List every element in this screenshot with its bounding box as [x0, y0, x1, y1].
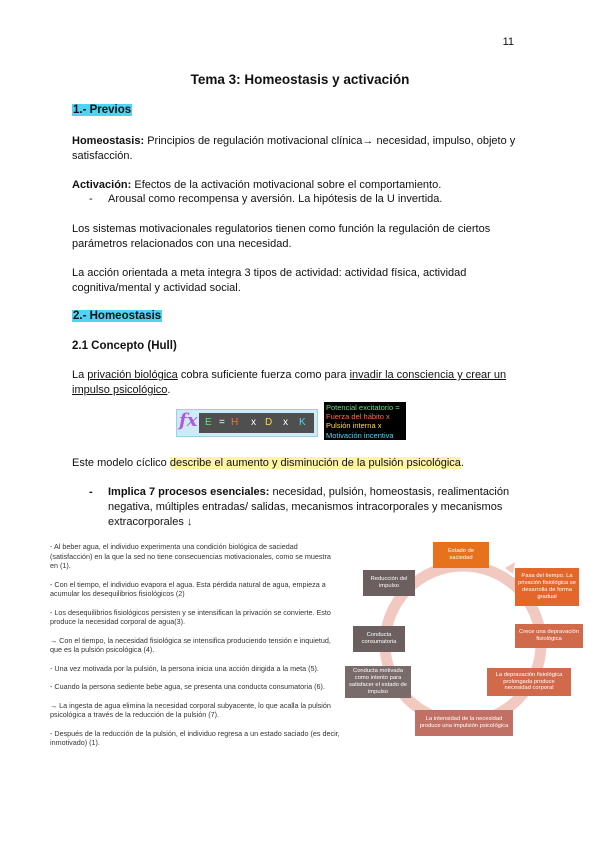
step-item: → Con el tiempo, la necesidad fisiológica se intensifica produciendo tensión e inquietud, que es la pulsión psicológica (4).: [50, 635, 331, 654]
hull-paragraph: [72, 368, 527, 398]
section-previos-label: 1.- Previos: [73, 104, 132, 116]
modelo-highlight: describe el aumento y disminución de la pulsión psicológica: [169, 457, 461, 469]
accion-paragraph: La acción orientada a meta integra 3 tipos de actividad: actividad física, actividad cognitiva/mental y actividad social.: [72, 267, 467, 294]
formula-equation: [199, 413, 314, 433]
activacion-bullet: [89, 192, 522, 207]
section-concepto-heading: 2.1 Concepto (Hull): [72, 340, 177, 352]
formula-equals: =: [219, 417, 225, 428]
formula-times-1: x: [251, 417, 256, 428]
activacion-term: Activación:: [72, 179, 132, 191]
motivation-cycle-diagram: [345, 540, 585, 740]
step-item: - Después de la reducción de la pulsión, el individuo regresa a un estado saciado (es decir, inmotivado) (1).: [50, 728, 340, 747]
step-item: - Al beber agua, el individuo experimenta una condición biológica de saciedad (satisfacción) en la que la sed no tiene consecuencias motivacionales, como se muestra en (1).: [50, 542, 331, 570]
formula-image: [176, 409, 318, 437]
implica-bullet: [89, 485, 527, 530]
homeostasis-term: Homeostasis:: [72, 135, 145, 147]
cycle-node-necesidad: La depravación fisiológica prolongada produce necesidad corporal: [487, 668, 571, 696]
fx-icon: fx: [179, 410, 198, 431]
formula-k: K: [299, 417, 306, 428]
step-item: - Una vez motivada por la pulsión, la persona inicia una acción dirigida a la meta (5).: [50, 663, 319, 673]
section-homeostasis-heading: [72, 310, 162, 322]
legend-line-4: Motivación incentiva: [326, 430, 394, 440]
modelo-post: .: [460, 457, 464, 469]
hull-pre: La: [72, 369, 88, 381]
cycle-node-impulsion: La intensidad de la necesidad produce una impulsión psicológica: [415, 710, 513, 736]
step-item: - Con el tiempo, el individuo evapora el agua. Esta pérdida natural de agua, empieza a acumular los desequilibrios fisiológicos (2): [50, 579, 326, 598]
activacion-bullet-text: Arousal como recompensa y aversión. La hipótesis de la U invertida.: [108, 193, 443, 205]
formula-e: E: [205, 417, 212, 428]
modelo-paragraph: [72, 456, 527, 471]
legend-line-2: Fuerza del hábito x: [326, 412, 390, 422]
formula-d: D: [265, 417, 273, 428]
step-item: - Cuando la persona sediente bebe agua, se presenta una conducta consumatoria (6).: [50, 682, 325, 691]
hull-post: .: [167, 384, 171, 396]
cycle-node-privacion: Pasa del tiempo. La privación fisiológica se desarrolla de forma gradual: [515, 568, 579, 606]
cycle-node-reduccion: Reducción del impulso: [363, 570, 415, 596]
process-steps: [50, 542, 340, 757]
section-previos-heading: [72, 104, 132, 116]
modelo-pre: Este modelo cíclico: [72, 457, 170, 469]
bullet-dash: -: [89, 486, 93, 498]
implica-text: necesidad, pulsión, homeostasis, realimentación negativa, múltiples entradas/ salidas, mecanismos intracorporales y mecanismos extracorporales ↓: [108, 486, 510, 528]
homeostasis-definition: [72, 134, 527, 164]
bullet-dash: -: [89, 193, 93, 205]
cycle-node-consumatoria: Conducta consumatoria: [353, 626, 405, 652]
page-number: 11: [502, 36, 514, 48]
activacion-text: Efectos de la activación motivacional sobre el comportamiento.: [131, 179, 442, 191]
formula-times-2: x: [283, 417, 288, 428]
invadir-consciencia-text: invadir la consciencia y crear un impulso psicológico: [72, 369, 507, 396]
step-item: → La ingesta de agua elimina la necesidad corporal subyacente, lo que acalla la pulsión psicológica a través de la reducción de la pulsión (7).: [50, 700, 331, 719]
cycle-node-depravacion: Crece una depravación fisiológica: [515, 624, 583, 648]
page-title: Tema 3: Homeostasis y activación: [190, 72, 410, 87]
step-item: - Los desequilibrios fisiológicos persisten y se intensifican la privación se convierte. Esto produce la necesidad corporal de agua(3).: [50, 607, 331, 626]
sistemas-paragraph: Los sistemas motivacionales regulatorios tienen como función la regulación de ciertos parámetros relacionados con una necesidad.: [72, 223, 491, 250]
legend-line-1: Potencial excitatorio =: [326, 403, 400, 412]
formula-legend: [324, 402, 406, 440]
implica-term: Implica 7 procesos esenciales:: [108, 486, 270, 498]
activacion-definition: [72, 178, 527, 193]
hull-mid: cobra suficiente fuerza como para: [177, 369, 350, 381]
implica-text-block: [92, 485, 527, 530]
cycle-node-conducta-motivada: Conducta motivada como intento para satisfacer el estado de impulso: [345, 666, 411, 698]
section-homeostasis-label: 2.- Homeostasis: [73, 310, 162, 322]
privacion-biologica-text: privación biológica: [87, 369, 178, 381]
homeostasis-text: Principios de regulación motivacional clínica→ necesidad, impulso, objeto y satisfacción.: [72, 135, 516, 162]
cycle-node-saciedad: Estado de saciedad: [433, 542, 489, 568]
formula-h: H: [231, 417, 239, 428]
legend-line-3: Pulsión interna x: [326, 421, 382, 431]
